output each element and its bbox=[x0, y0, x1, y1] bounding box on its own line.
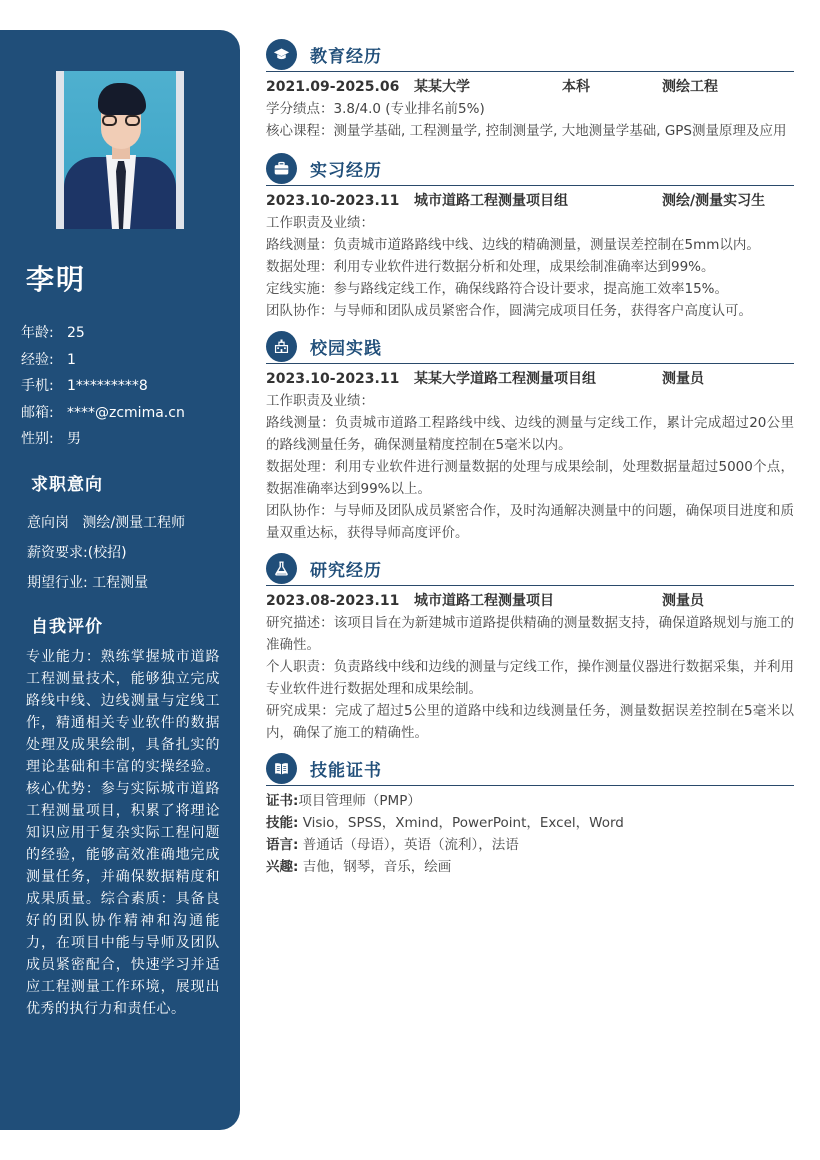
info-experience bbox=[21, 347, 185, 374]
skill-label: 兴趣: bbox=[266, 859, 299, 875]
graduation-cap-icon bbox=[266, 39, 297, 70]
section-campus bbox=[266, 332, 794, 544]
entry-major: 测绘工程 bbox=[662, 79, 718, 95]
sidebar bbox=[0, 30, 240, 1130]
entry-role: 测量员 bbox=[662, 593, 704, 609]
entry-line: 个人职责：负责路线中线和边线的测量与定线工作，操作测量仪器进行数据采集，并利用专业软件进行数据处理和成果绘制。 bbox=[266, 659, 794, 697]
briefcase-icon bbox=[266, 153, 297, 184]
skill-label: 技能: bbox=[266, 815, 299, 831]
candidate-name: 李明 bbox=[26, 263, 87, 296]
entry-line: 数据处理：利用专业软件进行数据分析和处理，成果绘制准确率达到99%。 bbox=[266, 259, 715, 275]
entry-school: 某某大学 bbox=[414, 79, 470, 95]
skill-value: Visio，SPSS，Xmind，PowerPoint，Excel，Word bbox=[298, 815, 624, 831]
skill-label: 语言: bbox=[266, 837, 299, 853]
info-age bbox=[21, 320, 185, 347]
info-value: ****@zcmima.cn bbox=[67, 404, 185, 421]
section-header bbox=[266, 40, 794, 72]
entry-line: 路线测量：负责城市道路工程路线中线、边线的测量与定线工作，累计完成超过20公里的路线测量任务，确保测量精度控制在5毫米以内。 bbox=[266, 415, 794, 453]
avatar bbox=[64, 71, 176, 229]
book-icon bbox=[266, 753, 297, 784]
section-internship bbox=[266, 154, 794, 322]
info-label: 经验: bbox=[21, 351, 54, 368]
section-header bbox=[266, 754, 794, 786]
entry-line: 工作职责及业绩： bbox=[266, 393, 374, 409]
entry-role: 测量员 bbox=[662, 371, 704, 387]
flask-icon bbox=[266, 553, 297, 584]
skill-value: 吉他，钢琴，音乐，绘画 bbox=[298, 859, 452, 875]
job-intent bbox=[27, 508, 185, 598]
entry-header bbox=[266, 590, 794, 612]
section-header bbox=[266, 332, 794, 364]
intent-position: 意向岗 测绘/测量工程师 bbox=[27, 515, 186, 531]
info-value: 25 bbox=[67, 325, 85, 341]
entry-role: 测绘/测量实习生 bbox=[662, 193, 766, 209]
entry-line: 团队协作：与导师和团队成员紧密合作，圆满完成项目任务，获得客户高度认可。 bbox=[266, 303, 752, 319]
intent-industry: 期望行业: 工程测量 bbox=[27, 575, 149, 591]
entry-line: 团队协作：与导师及团队成员紧密合作，及时沟通解决测量中的问题，确保项目进度和质量双重达标，获得导师高度评价。 bbox=[266, 503, 794, 541]
entry-period: 2021.09-2025.06 bbox=[266, 79, 400, 95]
entry-header bbox=[266, 368, 794, 390]
personal-info bbox=[21, 320, 185, 453]
info-label: 手机: bbox=[21, 378, 54, 394]
job-intent-title: 求职意向 bbox=[31, 475, 103, 495]
section-header bbox=[266, 154, 794, 186]
skill-value: 项目管理师（PMP） bbox=[298, 793, 421, 809]
skill-row-skills bbox=[266, 812, 794, 834]
entry-header bbox=[266, 76, 794, 98]
section-title: 实习经历 bbox=[310, 161, 382, 181]
info-label: 年龄: bbox=[21, 325, 54, 341]
entry-header bbox=[266, 190, 794, 212]
info-value: 1 bbox=[67, 351, 76, 368]
intent-salary: 薪资要求:(校招) bbox=[27, 545, 127, 561]
section-title: 研究经历 bbox=[310, 561, 382, 581]
section-title: 教育经历 bbox=[310, 47, 382, 67]
self-eval-title: 自我评价 bbox=[31, 617, 103, 637]
entry-line: 路线测量：负责城市道路路线中线、边线的精确测量，测量误差控制在5mm以内。 bbox=[266, 237, 760, 253]
entry-period: 2023.10-2023.11 bbox=[266, 371, 400, 387]
entry-line: 核心课程：测量学基础, 工程测量学, 控制测量学, 大地测量学基础, GPS测量原理及应用 bbox=[266, 123, 787, 139]
school-building-icon bbox=[266, 331, 297, 362]
section-research bbox=[266, 554, 794, 744]
entry-period: 2023.10-2023.11 bbox=[266, 193, 400, 209]
entry-period: 2023.08-2023.11 bbox=[266, 593, 400, 609]
info-phone bbox=[21, 373, 185, 400]
info-email bbox=[21, 400, 185, 427]
info-gender bbox=[21, 426, 185, 453]
entry-org: 城市道路工程测量项目 bbox=[414, 593, 554, 609]
entry-line: 工作职责及业绩： bbox=[266, 215, 374, 231]
entry-line: 研究成果：完成了超过5公里的道路中线和边线测量任务，测量数据误差控制在5毫米以内，确保了施工的精确性。 bbox=[266, 703, 794, 741]
entry-org: 城市道路工程测量项目组 bbox=[414, 193, 568, 209]
entry-line: 研究描述：该项目旨在为新建城市道路提供精确的测量数据支持，确保道路规划与施工的准确性。 bbox=[266, 615, 794, 653]
skill-label: 证书: bbox=[266, 793, 299, 809]
main-content bbox=[266, 40, 794, 878]
entry-line: 定线实施：参与路线定线工作，确保线路符合设计要求，提高施工效率15%。 bbox=[266, 281, 729, 297]
section-education bbox=[266, 40, 794, 142]
section-title: 校园实践 bbox=[310, 339, 382, 359]
entry-line: 数据处理：利用专业软件进行测量数据的处理与成果绘制，处理数据量超过5000个点，数据准确率达到99%以上。 bbox=[266, 459, 794, 497]
info-label: 邮箱: bbox=[21, 404, 54, 421]
skill-row-language bbox=[266, 834, 794, 856]
profile-photo bbox=[56, 71, 184, 229]
skill-row-cert bbox=[266, 790, 794, 812]
section-header bbox=[266, 554, 794, 586]
section-title: 技能证书 bbox=[310, 761, 382, 781]
self-eval-text: 专业能力：熟练掌握城市道路工程测量技术，能够独立完成路线中线、边线测量与定线工作，精通相关专业软件的数据处理及成果绘制，具备扎实的理论基础和丰富的实操经验。核心优势：参与实际城市道路工程测量项目，积累了将理论知识应用于复杂实际工程问题的经验，能够高效准确地完成测量任务，并确保数据精度和成果质量。综合素质：具备良好的团队协作精神和沟通能力，在项目中能与导师及团队成员紧密配合，快速学习并适应工程测量工作环境，展现出优秀的执行力和责任心。 bbox=[26, 649, 220, 1017]
entry-line: 学分绩点：3.8/4.0 (专业排名前5%) bbox=[266, 101, 485, 117]
entry-org: 某某大学道路工程测量项目组 bbox=[414, 371, 596, 387]
section-skills bbox=[266, 754, 794, 878]
skill-value: 普通话（母语），英语（流利），法语 bbox=[298, 837, 519, 853]
info-value: 1*********8 bbox=[67, 378, 148, 394]
entry-degree: 本科 bbox=[562, 79, 590, 95]
info-label: 性别: bbox=[21, 431, 54, 447]
info-value: 男 bbox=[67, 431, 81, 447]
skill-row-interests bbox=[266, 856, 794, 878]
